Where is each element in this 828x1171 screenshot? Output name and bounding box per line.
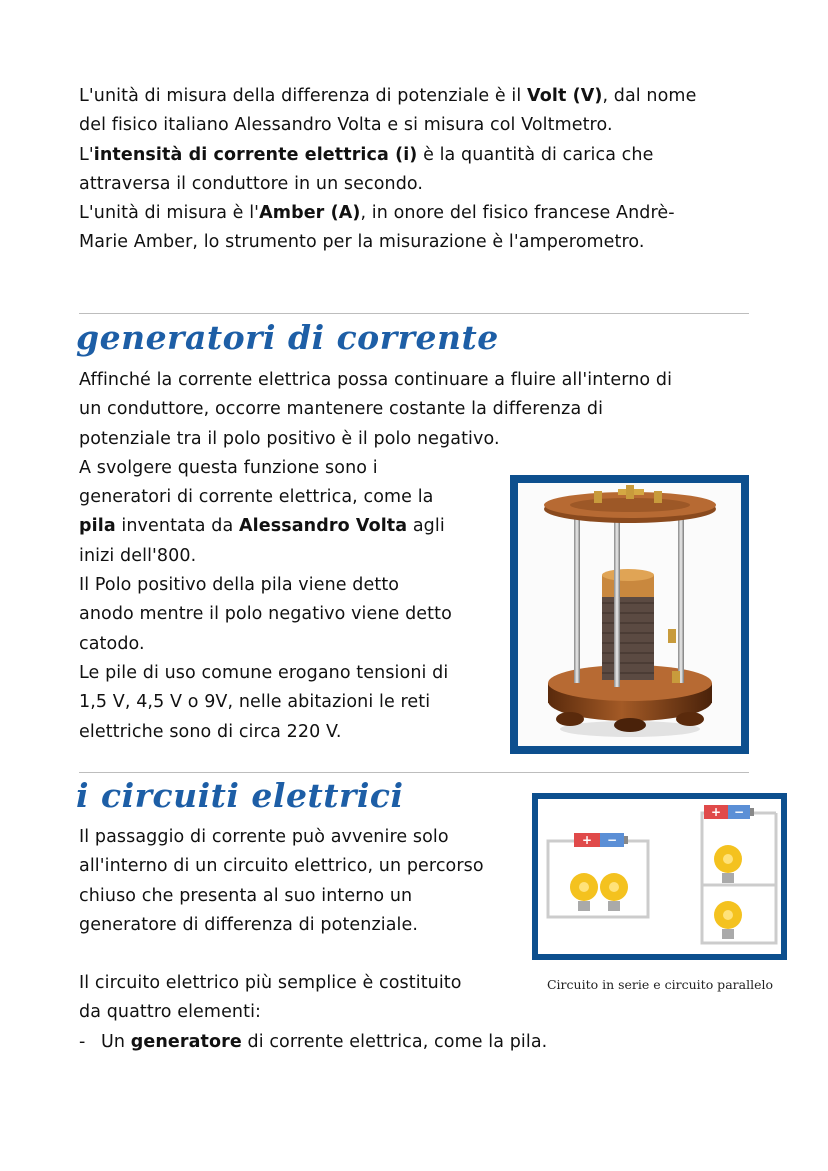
volta-pile-illustration (518, 483, 741, 746)
battery-minus-sign: − (606, 833, 618, 847)
intro-paragraph: L'unità di misura della differenza di potenziale è il Volt (V), dal nome del fisico italiano Alessandro Volta e si misura col Voltmetro. L'intensità di corrente elettrica (i) è la quantità di carica che attraversa il conduttore in un secondo. L'unità di misura è l'Amber (A), in onore del fisico francese Andrè- Marie Amber, lo strumento per la misurazione è l'amperometro. (79, 86, 697, 253)
bulb-icon (714, 845, 742, 883)
bold-term-pila: pila (79, 516, 116, 537)
bold-term-generatore: generatore (130, 1031, 242, 1052)
generators-paragraph: Affinché la corrente elettrica possa continuare a fluire all'interno di un conduttore, occorre mantenere costante la differenza di potenziale tra il polo positivo è il polo negativo. A svolgere questa funzione sono i generatori di corrente elettrica, come la pila inventata da Alessandro Volta agli inizi dell'800. Il Polo positivo della pila viene detto anodo mentre il polo negativo viene detto catodo. Le pile di uso comune erogano tensioni di 1,5 V, 4,5 V o 9V, nelle abitazioni le reti elettriche sono di circa 220 V. (79, 370, 673, 742)
battery-icon (574, 833, 628, 847)
divider (79, 313, 749, 314)
bold-term-volta: Alessandro Volta (239, 516, 408, 537)
bulb-icon (714, 901, 742, 939)
section-heading-generators: generatori di corrente (76, 318, 499, 357)
circuit-diagram (532, 793, 787, 960)
battery-minus-sign: − (733, 805, 745, 819)
battery-plus-sign: + (581, 833, 593, 847)
battery-icon (704, 805, 754, 819)
circuits-paragraph: Il passaggio di corrente può avvenire solo all'interno di un circuito elettrico, un percorso chiuso che presenta al suo interno un generatore di differenza di potenziale. (79, 827, 484, 935)
bold-term-volt: Volt (V) (527, 86, 603, 106)
divider (79, 772, 749, 773)
diagram-caption: Circuito in serie e circuito parallelo (546, 977, 773, 992)
elements-paragraph: Il circuito elettrico più semplice è costituito da quattro elementi: - Un generatore di corrente elettrica, come la pila. (79, 969, 499, 1057)
battery-plus-sign: + (710, 805, 722, 819)
list-dash: - (79, 1031, 86, 1052)
bulb-icon (570, 873, 598, 911)
section-heading-circuits: i circuiti elettrici (76, 776, 404, 815)
intro-line: Marie Amber, lo strumento per la misurazione è l'amperometro. (79, 232, 645, 253)
volta-pile-photo (510, 475, 749, 754)
intro-line: attraversa il conduttore in un secondo. (79, 173, 424, 194)
bold-term-intensity: intensità di corrente elettrica (i) (93, 144, 418, 165)
intro-line: del fisico italiano Alessandro Volta e si misura col Voltmetro. (79, 115, 613, 136)
bold-term-amber: Amber (A) (259, 203, 361, 224)
series-parallel-circuit-illustration (538, 799, 781, 954)
list-item: - Un generatore di corrente elettrica, come la pila. (79, 1028, 499, 1057)
intro-line: L'unità di misura della differenza di potenziale è il (79, 86, 528, 106)
bulb-icon (600, 873, 628, 911)
